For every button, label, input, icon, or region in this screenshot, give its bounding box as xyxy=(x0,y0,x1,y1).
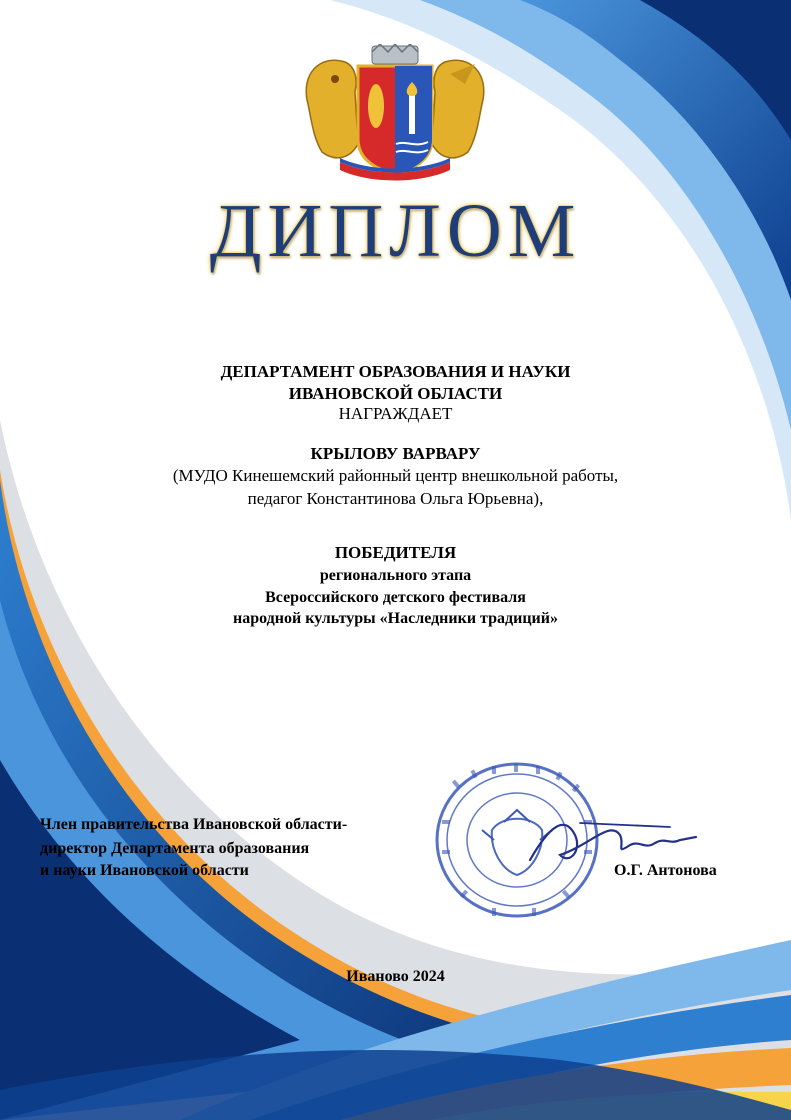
coat-of-arms-icon xyxy=(300,44,490,184)
winner-status: ПОБЕДИТЕЛЯ xyxy=(334,543,457,562)
signer-name: О.Г. Антонова xyxy=(614,862,717,879)
department-line-1: ДЕПАРТАМЕНТ ОБРАЗОВАНИЯ И НАУКИ xyxy=(220,362,571,381)
diploma-title: ДИПЛОМ xyxy=(209,189,582,273)
stage-line-2: Всероссийского детского фестиваля xyxy=(265,589,526,606)
recipient-name: КРЫЛОВУ ВАРВАРУ xyxy=(310,444,481,463)
signer-position-line-2: директор Департамента образования xyxy=(40,840,310,857)
stage-line-3: народной культуры «Наследники традиций» xyxy=(233,610,558,627)
signer-position-line-1: Член правительства Ивановской области- xyxy=(40,816,348,833)
organization-line-1: (МУДО Кинешемский районный центр внешкольной работы, xyxy=(172,466,619,485)
awards-text: НАГРАЖДАЕТ xyxy=(338,404,453,423)
stage-line-1: регионального этапа xyxy=(319,567,472,584)
place-and-year: Иваново 2024 xyxy=(346,968,445,985)
organization-line-2: педагог Константинова Ольга Юрьевна), xyxy=(247,489,544,508)
department-line-2: ИВАНОВСКОЙ ОБЛАСТИ xyxy=(288,384,503,403)
signer-position-line-3: и науки Ивановской области xyxy=(40,862,249,879)
